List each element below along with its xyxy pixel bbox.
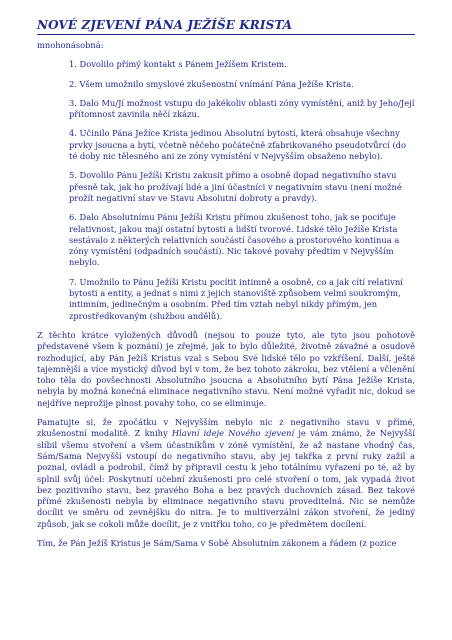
running-header: NOVÉ ZJEVENÍ PÁNA JEŽÍŠE KRISTA [37, 18, 415, 35]
list-item: 2. Všem umožnilo smyslové zkušenostní vnímání Pána Ježíše Krista. [69, 78, 354, 89]
paragraph-text: je vám známo, že Nejvyšší slíbil všemu stvoření a všem účastníkům v zóně vymístění, že až nastane vhodný čas, Sám/Sama Nejvyšší vstoupí do negativního stavu, aby jej takřka z první ruky zažil a poznal, ovládl a podrobil, čímž by připravil cestu k jeho totálnímu vyřazení po té, až by splnil svůj účel: Poskytnutí učební zkušenosti pro celé stvoření o tom, jak vypadá život bez pozitivního stavu, bez pravého Boha a bez pravých duchovních zásad. Bez takové přímé zkušenosti nebyla by eliminace negativního stavu proveditelná. Nic se nemůže docílit ve směru od zevnějšku do nitra. Je to multiverzální zákon stvoření, že jediný způsob, jak se cokoli může docílit, je z vnitřku toho, co je předmětem docílení. [37, 428, 415, 529]
page-body [37, 40, 415, 557]
list-item: 6. Dalo Absolutnímu Pánu Ježíši Kristu přímou zkušenost toho, jak se pociťuje relativnost, jakou mají ostatní bytosti a lidští tvorové. Lidské tělo Ježíše Krista sestávalo z některých relativních součástí časového a prostorového kontinua a zóny vymístění (odpadních součástí). Nic takové povahy předtím v Nejvyšším nebylo. [69, 212, 400, 268]
paragraph: Tím, že Pán Ježíš Kristus je Sám/Sama v Sobě Absolutním zákonem a řádem (z pozice [37, 537, 397, 548]
list-item: 3. Dalo Mu/Jí možnost vstupu do jakékoliv oblasti zóny vymístění, aniž by Jeho/Její přítomnost zavinila něčí zkázu. [69, 97, 415, 120]
lead-text: mnohonásobná: [37, 40, 104, 50]
paragraph: Z těchto krátce vyložených důvodů (nejsou to pouze tyto, ale tyto jsou pohotově představené všem k poznání) je zřejmé, jak to bylo důležité, životně závažné a osudově rozhodující, aby Pán Ježíš Kristus vzal s Sebou Své lidské tělo po vzkříšení. Další, ještě tajemnější a více mystický důvod byl v tom, že bez tohoto zákroku, bez vtělení a včlenění toho těla do povšechnosti Absolutního jsoucna a Absolutního bytí Pána Ježíše Krista, nebyla by možná konečná eliminace negativního stavu. Není možné vyřadit nic, dokud se nejdříve neprožije plnost povahy toho, co se eliminuje. [37, 329, 415, 408]
list-item: 5. Dovolilo Pánu Ježíši Kristu zakusit přímo a osobně dopad negativního stavu přesně tak, jak ho prožívají lidé a jiní účastníci v negativním stavu (není možné prožít negativní stav ve Stavu Absolutní dobroty a pravdy). [69, 170, 402, 203]
paragraph [37, 417, 415, 530]
list-item: 1. Dovolilo přímý kontakt s Pánem Ježíšem Kristem. [69, 59, 287, 70]
numbered-list [37, 59, 415, 322]
book-title: Hlavní ideje Nového zjevení [171, 428, 295, 439]
list-item: 4. Učinilo Pána Ježíce Krista jedinou Absolutní bytostí, která obsahuje všechny prvky jsoucna a bytí, včetně něčeho počátečně zfabrikovaného pseudotvůrcí (do té doby nic tělesného ani ze zóny vymístění v Nejvyšším obsaženo nebylo). [69, 128, 406, 162]
list-item: 7. Umožnilo to Pánu Ježíši Kristu pocítit intimně a osobně, co a jak cítí relativní bytosti a entity, a jednat s nimi z jejich stanoviště způsobem velmi soukromým, intimním, jedinečným a osobním. Před tím vztah nebyl nikdy přímým, jen zprostředkovaným (službou andělů). [69, 276, 403, 321]
paragraph-text: Pamatujte si, že zpočátku v Nejvyšším nebylo nic z negativního stavu v přímé, zkušenostní modalitě. Z knihy [37, 417, 415, 439]
